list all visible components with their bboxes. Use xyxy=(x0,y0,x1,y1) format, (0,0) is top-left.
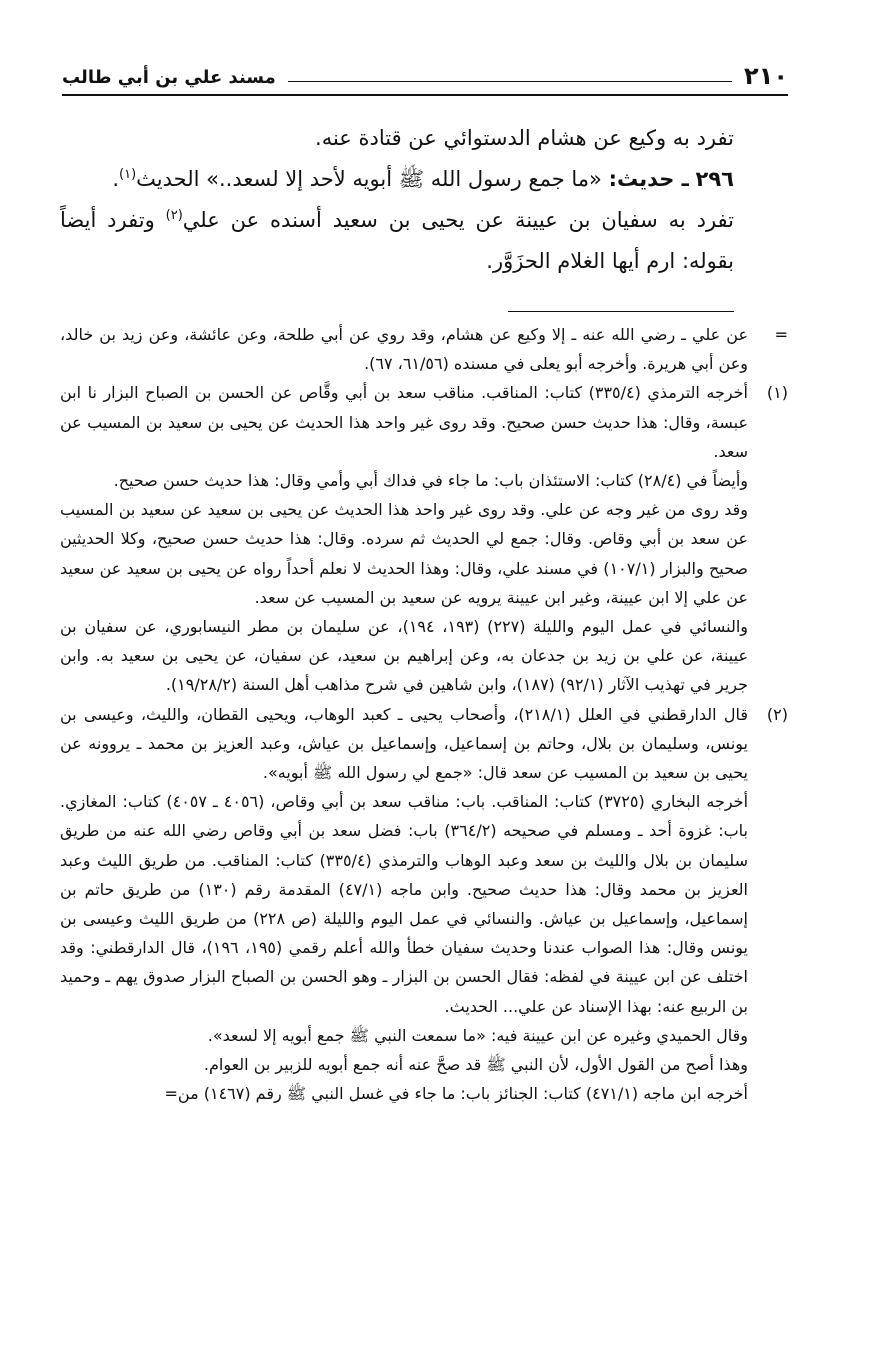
hadith-end: . xyxy=(112,167,120,191)
header-rule xyxy=(288,81,732,82)
footnote-continuation xyxy=(60,320,788,378)
footnote-paragraph: وقال الحميدي وغيره عن ابن عيينة فيه: «ما سمعت النبي ﷺ جمع أبويه إلا لسعد». xyxy=(207,1025,748,1045)
footnote-paragraph: وقد روى من غير وجه عن علي. وقد روى غير واحد هذا الحديث عن يحيى بن سعيد عن سعيد بن المسيب عن سعد بن أبي وقاص. وقال: جمع لي الحديث ثم سرده. وقال: هذا حديث حسن صحيح، وكلا الحديثين صحيح والبزار (١٠٧/١) في مسند علي، وقال: وهذا الحديث لا نعلم أحداً رواه عن يحيى بن سعيد عن سعيد عن علي إلا ابن عيينة، وغير ابن عيينة يرويه عن سعيد بن المسيب عن سعد. xyxy=(60,500,749,607)
main-text xyxy=(60,118,734,282)
footnote-marker: (١) xyxy=(766,383,788,403)
footnote-separator xyxy=(508,311,734,312)
footnote-paragraph: والنسائي في عمل اليوم والليلة (٢٢٧) (١٩٣، ١٩٤)، عن سليمان بن مطر النيسابوري، عن سفيان بن عيينة، عن علي بن زيد بن جدعان به، وعن إبراهيم بن سعيد، عن سفيان، عن يحيى بن سعيد به. وابن جرير في تهذيب الآثار (٩٢/١) (١٨٧)، وابن شاهين في شرح مذاهب أهل السنة (١٩/٢٨/٢). xyxy=(60,617,749,695)
footnote-marker: = xyxy=(774,325,788,344)
footnote-paragraph: قال الدارقطني في العلل (٢١٨/١)، وأصحاب يحيى ـ كعبد الوهاب، ويحيى القطان، والليث، وعيسى بن يونس، وسليمان بن بلال، وحاتم بن إسماعيل، وإسماعيل بن عياش، وعبد العزيز بن محمد ـ يروونه عن يحيى بن سعيد بن المسيب عن سعد قال: «جمع لي رسول الله ﷺ أبويه». xyxy=(60,704,749,783)
footnote-body xyxy=(60,700,748,1109)
footnote-paragraph: أخرجه البخاري (٣٧٢٥) كتاب: المناقب. باب: مناقب سعد بن أبي وقاص، (٤٠٥٦ ـ ٤٠٥٧) كتاب: المغازي. باب: غزوة أحد ـ ومسلم في صحيحه (٣٦٤/٢) باب: فضل سعد بن أبي وقاص رضي الله عنه من طريق سليمان بن بلال والليث بن سعد وعبد الوهاب والترمذي (٣٣٥/٤) كتاب: المناقب. من طريق الليث وعبد العزيز بن محمد وقال: هذا حديث صحيح. وابن ماجه (٤٧/١) المقدمة رقم (١٣٠) من طريق حاتم بن إسماعيل، وإسماعيل بن عياش. والنسائي في عمل اليوم والليلة (ص ٢٢٨) من طريق الليث وعيسى بن يونس وقال: هذا الصواب عندنا وحديث سفيان خطأ والله أعلم رقمي (١٩٥، ١٩٦)، قال الدارقطني: وقد اختلف عن ابن عيينة في لفظه: فقال الحسن بن البزار ـ وهو الحسن بن الصباح البزار صدوق يهم ـ وحميد بن الربيع عنه: بهذا الإسناد عن علي... الحديث. xyxy=(60,792,749,1016)
footnotes xyxy=(60,320,788,1108)
hadith-text: «ما جمع رسول الله ﷺ أبويه لأحد إلا لسعد..» الحديث xyxy=(136,167,602,191)
hadith-number: ٢٩٦ xyxy=(695,167,734,191)
hadith-label: ـ حديث: xyxy=(608,167,689,191)
footnote-body xyxy=(60,378,748,699)
main-line-3 xyxy=(60,200,734,282)
footnote-2 xyxy=(60,700,788,1109)
footnote-ref-1: (١) xyxy=(119,167,137,182)
main-line-1: تفرد به وكيع عن هشام الدستوائي عن قتادة عنه. xyxy=(315,126,734,150)
page-number: ٢١٠ xyxy=(744,62,788,90)
main-line-3-b: وتفرد أيضاً بقوله: ارم أيها الغلام الحزَوَّر. xyxy=(60,208,734,273)
footnote-paragraph: عن علي ـ رضي الله عنه ـ إلا وكيع عن هشام، وقد روي عن أبي طلحة، وعن عائشة، وعن زيد بن خالد، وعن أبي هريرة. وأخرجه أبو يعلى في مسنده (٦١/٥٦، ٦٧). xyxy=(60,325,748,374)
footnote-paragraph: وأيضاً في (٢٨/٤) كتاب: الاستئذان باب: ما جاء في فداك أبي وأمي وقال: هذا حديث حسن صحيح. xyxy=(113,471,748,491)
footnote-body xyxy=(60,320,748,378)
page-header xyxy=(62,50,788,96)
hadith-entry xyxy=(60,159,734,200)
footnote-paragraph: وهذا أصح من القول الأول، لأن النبي ﷺ قد صحَّ عنه أنه جمع أبويه للزبير بن العوام. xyxy=(203,1055,748,1075)
footnote-marker: (٢) xyxy=(766,704,788,724)
footnote-paragraph: أخرجه الترمذي (٣٣٥/٤) كتاب: المناقب. مناقب سعد بن أبي وقَّاص عن الحسن بن الصباح البزار نا ابن عبسة، وقال: هذا حديث حسن صحيح. وقد روى غير واحد هذا الحديث عن يحيى بن سعيد بن المسيب عن سعد. xyxy=(60,383,749,461)
main-line-3-a: تفرد به سفيان بن عيينة عن يحيى بن سعيد أسنده عن علي xyxy=(182,208,735,232)
footnote-paragraph: أخرجه ابن ماجه (٤٧١/١) كتاب: الجنائز باب: ما جاء في غسل النبي ﷺ رقم (١٤٦٧) من= xyxy=(164,1084,748,1104)
footnote-ref-2: (٢) xyxy=(165,208,183,223)
running-title: مسند علي بن أبي طالب xyxy=(62,67,276,88)
footnote-1 xyxy=(60,378,788,699)
